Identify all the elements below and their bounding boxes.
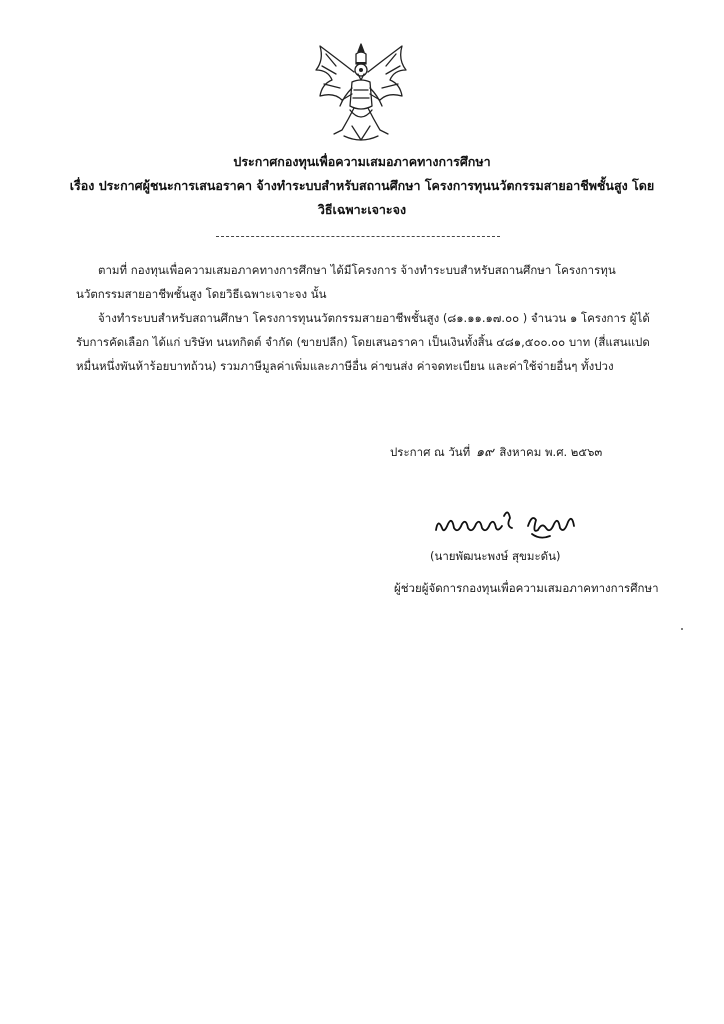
announcement-date: [390, 440, 670, 465]
garuda-emblem: [306, 40, 416, 146]
document-title: ประกาศกองทุนเพื่อความเสมอภาคทางการศึกษา: [233, 154, 491, 169]
body-paragraph-award: จ้างทำระบบสำหรับสถานศึกษา โครงการทุนนวัตกรรมสายอาชีพชั้นสูง (๘๑.๑๑.๑๗.๐๐ ) จำนวน ๑ โครงการ ผู้ได้รับการคัดเลือก ได้แก่ บริษัท นนทกิตต์ จำกัด (ขายปลีก) โดยเสนอราคา เป็นเงินทั้งสิ้น ๔๘๑,๕๐๐.๐๐ บาท (สี่แสนแปดหมื่นหนึ่งพันห้าร้อยบาทถ้วน) รวมภาษีมูลค่าเพิ่มและภาษีอื่น ค่าขนส่ง ค่าจดทะเบียน และค่าใช้จ่ายอื่นๆ ทั้งปวง: [76, 311, 650, 373]
announcement-month-year: สิงหาคม พ.ศ. ๒๕๖๓: [499, 445, 603, 459]
signatory-name: (นายพัฒนะพงษ์ สุขมะดัน): [430, 549, 561, 563]
signatory-position: ผู้ช่วยผู้จัดการกองทุนเพื่อความเสมอภาคทางการศึกษา: [394, 581, 659, 595]
handwritten-signature: [432, 500, 592, 542]
announcement-day: ๑๙: [475, 445, 494, 460]
announcement-prefix: ประกาศ ณ วันที่: [390, 445, 471, 459]
scan-speck: [681, 628, 683, 630]
title-divider: [216, 236, 500, 237]
document-subject-continued: วิธีเฉพาะเจาะจง: [317, 202, 407, 217]
body-paragraph-intro: ตามที่ กองทุนเพื่อความเสมอภาคทางการศึกษา ได้มีโครงการ จ้างทำระบบสำหรับสถานศึกษา โครงการทุนนวัตกรรมสายอาชีพชั้นสูง โดยวิธีเฉพาะเจาะจง นั้น: [76, 263, 616, 301]
document-subject: เรื่อง ประกาศผู้ชนะการเสนอราคา จ้างทำระบบสำหรับสถานศึกษา โครงการทุนนวัตกรรมสายอาชีพชั้นสูง โดย: [69, 178, 655, 193]
